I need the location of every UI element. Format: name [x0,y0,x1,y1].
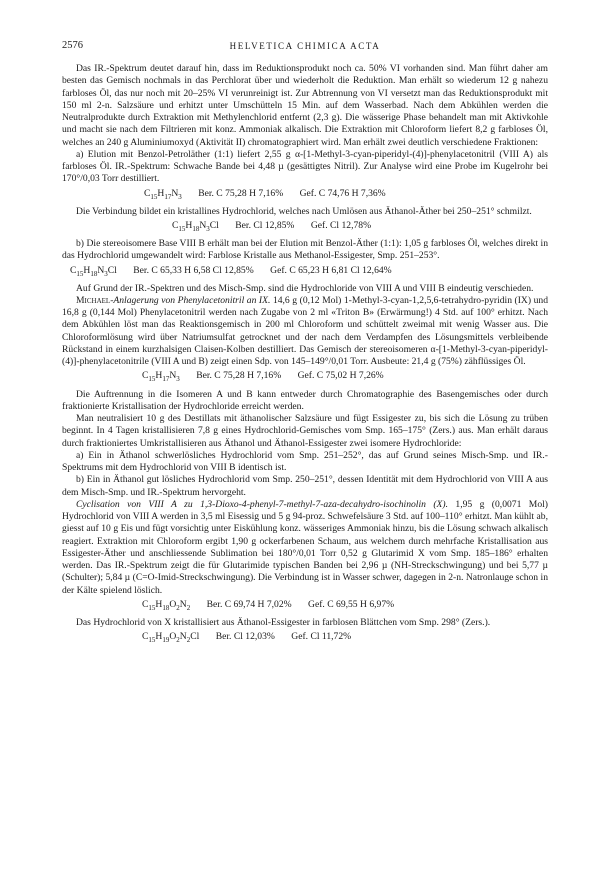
paragraph-fraction-a: a) Elution mit Benzol-Petroläther (1:1) liefert 2,55 g α-[1-Methyl-3-cyan-piperidyl-(4)]-phenylacetonitril (VIII A) als farbloses Öl. IR.-Spektrum: Schwache Bande bei 4,48 µ (gesättigtes Nitril). Zur Analyse wird eine Probe im Kugelrohr bei 170°/0,03 Torr destilliert. [62,148,548,185]
molecular-formula: $C_{15}H_{19}O_2N_2Cl$ [142,631,200,645]
author-name: Michael [76,294,111,306]
paragraph-isomer-b: b) Ein in Äthanol gut lösliches Hydrochlorid vom Smp. 250–251°, dessen Identität mit dem Hydrochlorid von VIII A aus dem Misch-Smp. und IR.-Spektrum hervorgeht. [62,474,548,498]
found-values: Gef. C 69,55 H 6,97% [308,598,395,610]
paragraph-michael-addition [62,295,548,369]
section-heading: -Anlagerung von Phenylacetonitril an IX. [110,294,271,306]
calculated-values: Ber. C 65,33 H 6,58 Cl 12,85% [133,264,254,276]
found-values: Gef. C 65,23 H 6,81 Cl 12,64% [270,264,392,276]
molecular-formula: $C_{15}H_{18}N_3Cl$ [70,264,117,278]
calculated-values: Ber. C 75,28 H 7,16% [196,370,282,382]
analysis-line [62,188,548,203]
calculated-values: Ber. C 75,28 H 7,16% [198,187,284,199]
molecular-formula: $C_{15}H_{18}N_3Cl$ [172,219,219,233]
found-values: Gef. Cl 12,78% [310,219,372,231]
section-text: 14,6 g (0,12 Mol) 1-Methyl-3-cyan-1,2,5,6-tetrahydro-pyridin (IX) und 16,8 g (0,144 Mol) Phenylacetonitril werden nach Zugabe von 2 ml «Triton B» (Erwärmung!) 4 Std. auf 100° erhitzt. Nach dem Abkühlen löst man das Reaktionsgemisch in 200 ml Chloroform und schüttelt zweimal mit wenig Wasser aus. Die Chloroformlösung wird über Natriumsulfat getrocknet und der nach dem Verdampfen des Lösungsmittels verbleibende Rückstand in einem kurzhalsigen Claisen-Kolben destilliert. Das Gemisch der stereoisomeren α-[1-Methyl-3-cyan-piperidyl-(4)]-phenylacetonitrile (VIII A und B) zeigt einen Sdp. von 145–149°/0,01 Torr. Ausbeute: 21,4 g (75%) zähflüssiges Öl. [62,294,548,368]
molecular-formula: $C_{15}H_{18}O_2N_2$ [142,598,191,612]
analysis-line [62,370,548,385]
found-values: Gef. C 75,02 H 7,26% [297,370,384,382]
molecular-formula: $C_{15}H_{17}N_3$ [142,370,180,384]
section-text: 1,95 g (0,0071 Mol) Hydrochlorid von VIII A werden in 3,5 ml Eisessig und 5 g 94-proz. Schwefelsäure 3 Std. auf 100–110° erhitzt. Man kühlt ab, giesst auf 10 g Eis und fügt vorsichtig unter Eiskühlung konz. wässeriges Ammoniak hinzu, bis die Lösung schwach alkalisch reagiert. Extraktion mit Chloroform ergibt 1,90 g ockerfarbenen Schaum, aus welchem durch mehrfache Kristallisation aus Essigester-Äther und anschliessende Sublimation bei 180°/0,01 Torr 0,52 g Glutarimid X vom Smp. 185–186° erhalten werden. Das IR.-Spektrum zeigt die für Glutarimide typischen Banden bei 2,96 µ (NH-Streckschwingung) und bei 5,77 µ (Schulter); 5,84 µ (C=O-Imid-Streckschwingung). Die Verbindung ist in Wasser schwer, dagegen in 2-n. Natronlauge schon in der Kälte spielend löslich. [62,498,548,596]
molecular-formula: $C_{15}H_{17}N_3$ [144,187,182,201]
found-values: Gef. C 74,76 H 7,36% [299,187,386,199]
found-values: Gef. Cl 11,72% [291,631,352,643]
paragraph-cyclisation [62,499,548,597]
calculated-values: Ber. Cl 12,03% [215,631,275,643]
analysis-line [62,599,548,614]
calculated-values: Ber. C 69,74 H 7,02% [206,598,292,610]
analysis-line [62,220,548,235]
paragraph-reduction: Das IR.-Spektrum deutet darauf hin, dass im Reduktionsprodukt noch ca. 50% VI vorhanden sind. Man führt daher am besten das Gemisch nochmals in das Perchlorat über und wiederholt die Reduktion. Man erhält so wiederum 12 g nahezu farbloses Öl, das nur noch mit 20–25% VI verunreinigt ist. Zur Abtrennung von VI versetzt man das Reduktionsprodukt mit 150 ml 2-n. Salzsäure und erhitzt unter Umschütteln 15 Min. auf dem Wasserbad. Nach dem Abkühlen werden die Neutralprodukte durch Extraktion mit Methylenchlorid entfernt (2,3 g). Die wässerige Phase behandelt man mit Aktivkohle und macht sie nach dem Filtrieren mit konz. Ammoniak alkalisch. Die Extraktion mit Chloroform liefert 8,2 g farbloses Öl, welches an 240 g Aluminiumoxyd (Aktivität II) chromatographiert wird. Man erhält zwei deutlich verschiedene Fraktionen: [62,63,548,148]
paragraph-neutralisation: Man neutralisiert 10 g des Destillats mit äthanolischer Salzsäure und fügt Essigester zu, bis sich die Lösung zu trüben beginnt. In 4 Tagen kristallisieren 7,8 g eines Hydrochlorid-Gemisches vom Smp. 165–175° (Zers.) aus. Man erhält daraus durch fraktioniertes Umkristallisieren aus Äthanol und Äthanol-Essigester zwei isomere Hydrochloride: [62,413,548,449]
paragraph-hydrochloride: Die Verbindung bildet ein kristallines Hydrochlorid, welches nach Umlösen aus Äthanol-Äther bei 250–251° schmilzt. [76,205,532,217]
section-heading: Cyclisation von VIII A zu 1,3-Dioxo-4-phenyl-7-methyl-7-aza-decahydro-isochinolin (X). [76,498,448,510]
calculated-values: Ber. Cl 12,85% [235,219,295,231]
analysis-line [62,631,548,646]
paragraph-hydrochloride-x: Das Hydrochlorid von X kristallisiert aus Äthanol-Essigester in farblosen Blättchen vom Smp. 298° (Zers.). [76,617,491,629]
article-body [62,63,548,649]
page-header [62,39,548,53]
paragraph-separation: Die Auftrennung in die Isomeren A und B kann entweder durch Chromatographie des Basengemisches oder durch fraktionierte Kristallisation der Hydrochloride erreicht werden. [62,388,548,412]
page-number: 2576 [62,40,83,51]
paragraph-isomer-a: a) Ein in Äthanol schwerlösliches Hydrochlorid vom Smp. 251–252°, das auf Grund seines Misch-Smp. und IR.-Spektrums mit dem Hydrochlorid von VIII B identisch ist. [62,449,548,474]
paragraph-comparison: Auf Grund der IR.-Spektren und des Misch-Smp. sind die Hydrochloride von VIII A und VIII B eindeutig verschieden. [76,282,534,294]
paragraph-fraction-b: b) Die stereoisomere Base VIII B erhält man bei der Elution mit Benzol-Äther (1:1): 1,05 g farbloses Öl, welches direkt in das Hydrochlorid umgewandelt wird: Farblose Kristalle aus Methanol-Essigester, Smp. 251–253°. [62,238,548,262]
analysis-line [62,265,548,280]
journal-title: HELVETICA CHIMICA ACTA [229,41,381,51]
